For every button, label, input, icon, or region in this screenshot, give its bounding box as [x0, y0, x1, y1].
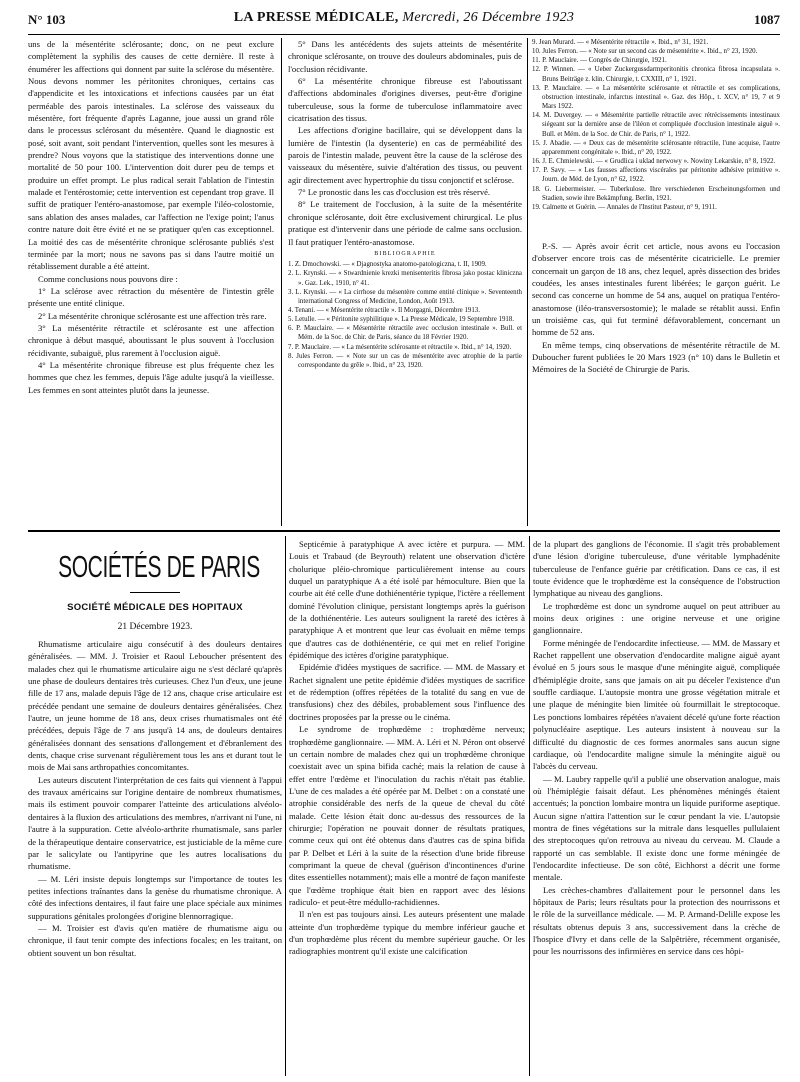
header-rule — [28, 34, 780, 35]
bib-entry: 2. L. Krynski. — « Stwardnienie krezki menisenteritis fibrosa jako postac kliniczna ». Gaz. Lek., 1910, n° 41. — [288, 270, 522, 287]
bib-entry: 3. L. Krynski. — « La cirrhose du mésentère comme entité clinique ». Seventeenth international Congress of Medicine, London, Août 1913. — [288, 288, 522, 305]
paragraph: Les affections d'origine bacillaire, qui se développent dans la lumière de l'intestin (la dysenterie) en cas de perméabilité des parois de l'intestin malade, peuvent être la cause de la sclérose des vaisseaux du mésentère, suivie d'altération des tissus, ou peuvent agir directement avec hypertrophie du tissu conjonctif et sclérose. — [288, 125, 522, 185]
bib-entry: 1. Z. Dmochowski. — « Djagnostyka anatomo-patologiczna, t. II, 1909. — [288, 261, 487, 269]
paragraph: Comme conclusions nous pouvons dire : — [38, 273, 178, 284]
paragraph: — M. Léri insiste depuis longtemps sur l'importance de toutes les petites infections traînantes dans la genèse du rhumatisme chronique. A côté des infections dentaires, il faut faire une place spéciale aux minimes suppurations génitales prolongées d'origine blennorragique. — [28, 873, 282, 921]
paragraph: 5° Dans les antécédents des sujets atteints de mésentérite chronique sclérosante, on trouve des douleurs abdominales, puis de l'occlusion récidivante. — [288, 39, 522, 74]
article-column-3 — [532, 38, 780, 526]
paragraph: Il n'en est pas toujours ainsi. Les auteurs présentent une malade atteinte d'un trophœdème typique du membre inférieur gauche et d'un trophœdème plus récent du membre supérieur gauche. Or les radiographies montrent qu'il existe une calcification — [289, 909, 525, 957]
bib-entry: 14. M. Duvergey. — « Mésentérite partielle rétractile avec rétrécissements intestinaux siégeant sur la dernière anse de l'iléon et compliquée d'occlusion intestinale aiguë ». Bull. et Mém. de la Soc. de Chir. de Paris, n° 1, 1922. — [532, 112, 780, 138]
paragraph: — M. Laubry rappelle qu'il a publié une observation analogue, mais où l'hémiplégie faisait défaut. Les phénomènes méningés étaient accentués; la ponction lombaire montra un liquide puriforme aseptique. Aucun signe n'attira l'attention sur le cœur pendant la vie. L'autopsie montra de fines végétations sur la mitrale dans lesquelles pullulaient des streptocoques qu'on retrouva au niveau du cerveau. M. Claude a rapporté un cas semblable. Il existe donc une forme méningée de l'endocardite infectieuse. De son côté, Eichhorst a décrit une forme mentale. — [533, 773, 780, 883]
postscript: P.-S. — Après avoir écrit cet article, nous avons eu l'occasion d'observer encore trois cas de mésentérite cicatricielle. Le premier concernait un garçon de 18 ans, chez lequel, après dissection des brides coudées, les anses intestinales furent libérées; le garçon guérit. Le second cas concerne un homme de 54 ans, auquel on pratiqua l'entéro-anastomose (iléo-transversostomie); le malade se rétablit aussi. Enfin un troisième cas, qui fut terminé défavorablement, concernant un homme de 52 ans. — [532, 240, 780, 338]
session-date: 21 Décembre 1923. — [117, 622, 193, 632]
bib-entry: 10. Jules Ferron. — « Note sur un second cas de mésentérite ». Ibid., n° 23, 1920. — [532, 48, 758, 56]
bibliography-list — [288, 260, 522, 370]
paragraph: 7° Le pronostic dans les cas d'occlusion est très réservé. — [298, 187, 491, 198]
bib-entry: 13. P. Mauclaire. — « La mésentérite sclérosante et rétractile et ses complications, obstruction intestinale, infarctus intestinal ». Gaz. des Hôp., t. XCV, n° 19, 7 et 9 Mars 1922. — [532, 84, 780, 111]
paragraph: — M. Troisier est d'avis qu'en matière de rhumatisme aigu ou chronique, il faut tenir compte des infections focales; en les traitant, on obtient souvent un bon résultat. — [28, 922, 282, 958]
paragraph: 2° La mésentérite chronique sclérosante est une affection très rare. — [38, 310, 267, 321]
paragraph: 4° La mésentérite chronique fibreuse est plus fréquente chez les hommes que chez les femmes, depuis l'âge adulte jusqu'à la vieillesse. Les femmes en sont atteintes plutôt dans la jeunesse. — [28, 359, 274, 395]
bib-entry: 7. P. Mauclaire. — « La mésentérite sclérosante et rétractile ». Ibid., n° 14, 1920. — [288, 343, 512, 351]
page-number: 1087 — [754, 12, 780, 27]
paragraph: En même temps, cinq observations de mésentérite rétractile de M. Duboucher furent publiées le 20 Mars 1923 (n° 10) dans le Bulletin et Mémoires de la Société de Chirurgie de Paris. — [532, 339, 780, 375]
bib-entry: 16. J. E. Chmielewski. — « Grudlica i uklad nerwowy ». Nowiny Lekarskie, n° 8, 1922. — [532, 158, 776, 166]
column-divider — [529, 536, 530, 1076]
section-title: SOCIÉTÉS DE PARIS — [58, 551, 260, 585]
paragraph: 1° La sclérose avec rétraction du mésentère de l'intestin grêle présente une entité clinique. — [28, 285, 274, 309]
societes-column-3 — [533, 538, 780, 1076]
bibliography-list-continued — [532, 38, 780, 212]
column-divider — [527, 38, 528, 526]
journal-name: LA PRESSE MÉDICALE, — [233, 10, 399, 25]
bib-entry: 12. P. Winnen. — « Ueber Zuckergussdarmperitonitis chronica fibrosa incapsulata ». Bruns Beiträge z. klin. Chirurgie, t. CXXIII, n° 1, 1921. — [532, 66, 780, 83]
paragraph: uns de la mésentérite sclérosante; donc, on ne peut exclure complètement la syphilis des causes de cette dernière. Il reste à énumérer les affections qui donnent par suite la sclérose du mésentère. Nous devons nommer les péritonites chroniques, certains cas d'appendicite et les intoxications et infections causées par un état perméable des parois intestinales. La sclérose des vaisseaux du mésentère, fort fréquente d'après Laganne, joue aussi un grand rôle dans le processus sclérosant du mésentère. Quand le diagnostic est posé, soit avant, soit pendant l'intervention, quelles sont les mesures à prendre? Nous voyons que la statistique des interventions donne une mortalité de 50 pour 100. L'intervention doit durer peu de temps et produire un effet prompt. Le plus radical serait l'ablation de l'intestin malade et l'entérostomie; cette intervention est cependant trop grave. Il suffit de pratiquer l'entéro-anastomose, par exemple l'iléo-colostomie, sans ablation des anses malades, car l'affection ne l'exige point; l'anus contre nature doit être évité et ne se pratiquer qu'en cas exceptionnel. La moitié des cas de mésentérite chronique sclérosante publiés s'est terminée par la mort; nous ne savons pas si dans l'autre moitié un rétablissement durable a été atteint. — [28, 39, 274, 272]
article-column-1 — [28, 38, 274, 526]
bib-entry: 11. P. Mauclaire. — Congrès de Chirurgie, 1921. — [532, 57, 667, 65]
issue-date: Mercredi, 26 Décembre 1923 — [402, 10, 575, 25]
bibliography-title: BIBLIOGRAPHIE — [374, 250, 436, 257]
article-column-2 — [288, 38, 522, 526]
column-divider — [281, 38, 282, 526]
paragraph: de la plupart des ganglions de l'économie. Il s'agit très probablement d'une lésion d'origine tuberculeuse, d'une véritable lymphadénite tuberculeuse de l'enfance guérie par crétification. Dans ce cas, il est toute évidence que le trophœdème est la conséquence de l'obstruction lymphatique au niveau des ganglions. — [533, 539, 780, 599]
paragraph: Les auteurs discutent l'interprétation de ces faits qui viennent à l'appui des travaux américains sur l'origine dentaire de nombreux rhumatismes, mais ils estiment pouvoir comparer l'atteinte des articulations alvéolo-dentaires à la fluxion des articulations des membres, n'arrivant ni l'une, ni l'autre à la suppuration. Cette alvéolo-arthrite rhumatismale, sans parler de la thérapeutique dentaire conservatrice, est justiciable de la même cure par le salicylate ou l'antipyrine que les autres localisations du rhumatisme. — [28, 774, 282, 872]
paragraph: Septicémie à paratyphique A avec ictère et purpura. — MM. Louis et Trabaud (de Beyrouth) relatent une observation d'ictère cholurique pléio-chromique particulièrement intense au cours duquel un paratyphique A a été isolé par hémoculture. Bien que la courbe ait été celle d'une dothiénentérie typique, l'ictère a réellement dominé l'évolution clinique, persistant longtemps après la guérison de la dothiénentérie. Les auteurs soulignent la rareté des ictères à paratyphique A et montrent que leur cas évoluait en même temps que d'autres cas de dothiénentérie, ce qui met en relief l'origine épidémique des ictères d'origine paratyphique. — [289, 539, 525, 661]
bib-entry: 8. Jules Ferron. — « Note sur un cas de mésentérite avec atrophie de la partie correspondante du grêle ». Ibid., n° 23, 1920. — [288, 352, 522, 369]
bib-entry: 18. G. Liebermeister. — Tuberkulose. Ihre verschiedenen Erscheinungsformen und Stadien, sowie ihre Bekämpfung. Berlin, 1921. — [532, 185, 780, 202]
bib-entry: 17. P. Savy. — « Les fausses affections viscérales par péritonite adhésive primitive ». Journ. de Méd. de Lyon, n° 62, 1922. — [532, 167, 780, 184]
paragraph: 6° La mésentérite chronique fibreuse est l'aboutissant d'affections abdominales d'origines diverses, peut-être d'origine tuberculeuse, sous la forme de tuberculose inflammatoire avec cicatrisation des tissus. — [288, 76, 522, 124]
paragraph: 8° Le traitement de l'occlusion, à la suite de la mésentérite chronique sclérosante, doit être exclusivement chirurgical. Le plus pratique est d'intervenir dans une période de calme sans occlusion. Il faut pratiquer l'entéro-anastomose. — [288, 199, 522, 247]
paragraph: Le trophœdème est donc un syndrome auquel on peut attribuer au moins deux origines : une origine nerveuse et une origine ganglionnaire. — [533, 600, 780, 636]
societes-column-1 — [28, 638, 282, 1076]
column-divider — [285, 536, 286, 1076]
society-name: SOCIÉTÉ MÉDICALE DES HOPITAUX — [67, 602, 243, 613]
bib-entry: 9. Jean Murard. — « Mésentérite rétractile ». Ibid., n° 31, 1921. — [532, 39, 709, 46]
bib-entry: 15. J. Abadie. — « Deux cas de mésentérite sclérosante rétractile, l'une acquise, l'autre apparemment congénitale ». Ibid., n° 20, 1922. — [532, 139, 780, 156]
societes-column-2 — [289, 538, 525, 1076]
bib-entry: 4. Tenani. — « Mésentérite rétractile ». Il Morgagni, Décembre 1913. — [288, 306, 480, 314]
bib-entry: 19. Calmette et Guérin. — Annales de l'Institut Pasteur, n° 9, 1911. — [532, 203, 717, 211]
section-divider — [28, 530, 780, 532]
paragraph: Epidémie d'idées mystiques de sacrifice. — MM. de Massary et Rachet signalent une petite épidémie d'idées mystiques de sacrifice et de rédemption (offres répétées de la totalité du sang en vue de transfusions) chez des débiles, probablement sous l'influence des doctrines proposées par la presse ou le cinéma. — [289, 662, 525, 722]
issue-number: N° 103 — [28, 12, 66, 27]
paragraph: Les crèches-chambres d'allaitement pour le personnel dans les hôpitaux de Paris; leurs résultats pour la protection des nourrissons et le rôle de la surveillance médicale. — M. P. Armand-Delille expose les résultats obtenus depuis 3 ans, successivement dans la crèche de l'hospice d'Ivry et dans celle de la Salpêtrière, récemment organisée, pour les nourrissons des infirmières en service dans ces hôpi- — [533, 884, 780, 957]
journal-title — [28, 10, 780, 26]
title-underline — [130, 592, 180, 593]
bib-entry: 6. P. Mauclaire. — « Mésentérite rétractile avec occlusion intestinale ». Bull. et Mém. de la Soc. de Chir. de Paris, séance du 18 Février 1920. — [288, 325, 522, 342]
bib-entry: 5. Letulle. — « Péritonite syphilitique ». La Presse Médicale, 19 Septembre 1918. — [288, 316, 515, 324]
page-header — [28, 10, 780, 34]
paragraph: Le syndrome de trophœdème : trophœdème nerveux; trophœdème ganglionnaire. — MM. A. Léri et N. Péron ont observé un certain nombre de malades chez qui un trophœdème chronique coexistait avec un spina bifida caché; mais la relation de cause à effet entre l'œdème et l'inoculation du rachis n'était pas établie. L'une de ces malades a été opérée par M. Delbet : on a constaté une atrophie considérable des nerfs de la queue de cheval du côté malade. Cette lésion était donc au-dessus des ressources de la chirurgie; l'opération ne pouvait donner de résultats pratiques, comme ceux qui ont été obtenus dans d'autres cas de spina bifida par P. Delbet et Léri à la suite de la résection d'une bride fibreuse comprimant la queue de cheval (guérison d'incontinences d'urine dites essentielles notamment); mais elle a montré de façon manifeste que l'œdème trophique était bien en rapport avec des lésions radiculo- et peut-être médullo-rachidiennes. — [289, 724, 525, 907]
paragraph: Forme méningée de l'endocardite infectieuse. — MM. de Massary et Rachet rappellent une observation d'endocardite maligne aiguë ayant évolué en 5 jours sous le masque d'une méningite aiguë, compliquée d'hémiplégie droite, sans que jamais on ait pu déceler l'existence d'un souffle cardiaque. L'autopsie montra une grosse végétation mitrale et une plaque de méningite bien limitée où fourmillait le streptocoque. Les ponctions lombaires répétées n'avaient décelé qu'une forte réaction polynucléaire aseptique. Les auteurs insistent à nouveau sur la difficulté du diagnostic de ces formes anormales sans aucun signe cardiaque, où l'endocardite maligne simule la méningite aiguë ou l'abcès du cerveau. — [533, 637, 780, 772]
paragraph: 3° La mésentérite rétractile et sclérosante est une affection chronique à début masqué, aboutissant le plus souvent à l'occlusion récidivante, subaiguë, plus rarement à l'occlusion aiguë. — [28, 322, 274, 358]
paragraph: Rhumatisme articulaire aigu consécutif à des douleurs dentaires généralisées. — MM. J. Troisier et Raoul Leboucher présentent des malades chez qui le rhumatisme articulaire aigu ne s'est déclaré qu'après une phase de douleurs dentaires très curieuses. Chez l'un d'eux, une jeune fille de 17 ans, malade depuis l'âge de 12 ans, chaque crise articulaire est précédée pendant une semaine de douleurs dentaires généralisées. Chez l'autre, un jeune homme de 18 ans, deux crises rhumatismales ont été précédées, depuis l'âge de 7 ans jusqu'à 14 ans, de douleurs dentaires généralisées donnant des sensations d'allongement et d'ébranlement des dents, chaque crise survenant régulièrement tous les ans et durant tout le mois de Mai sans arthropathies concomitantes. — [28, 639, 282, 773]
